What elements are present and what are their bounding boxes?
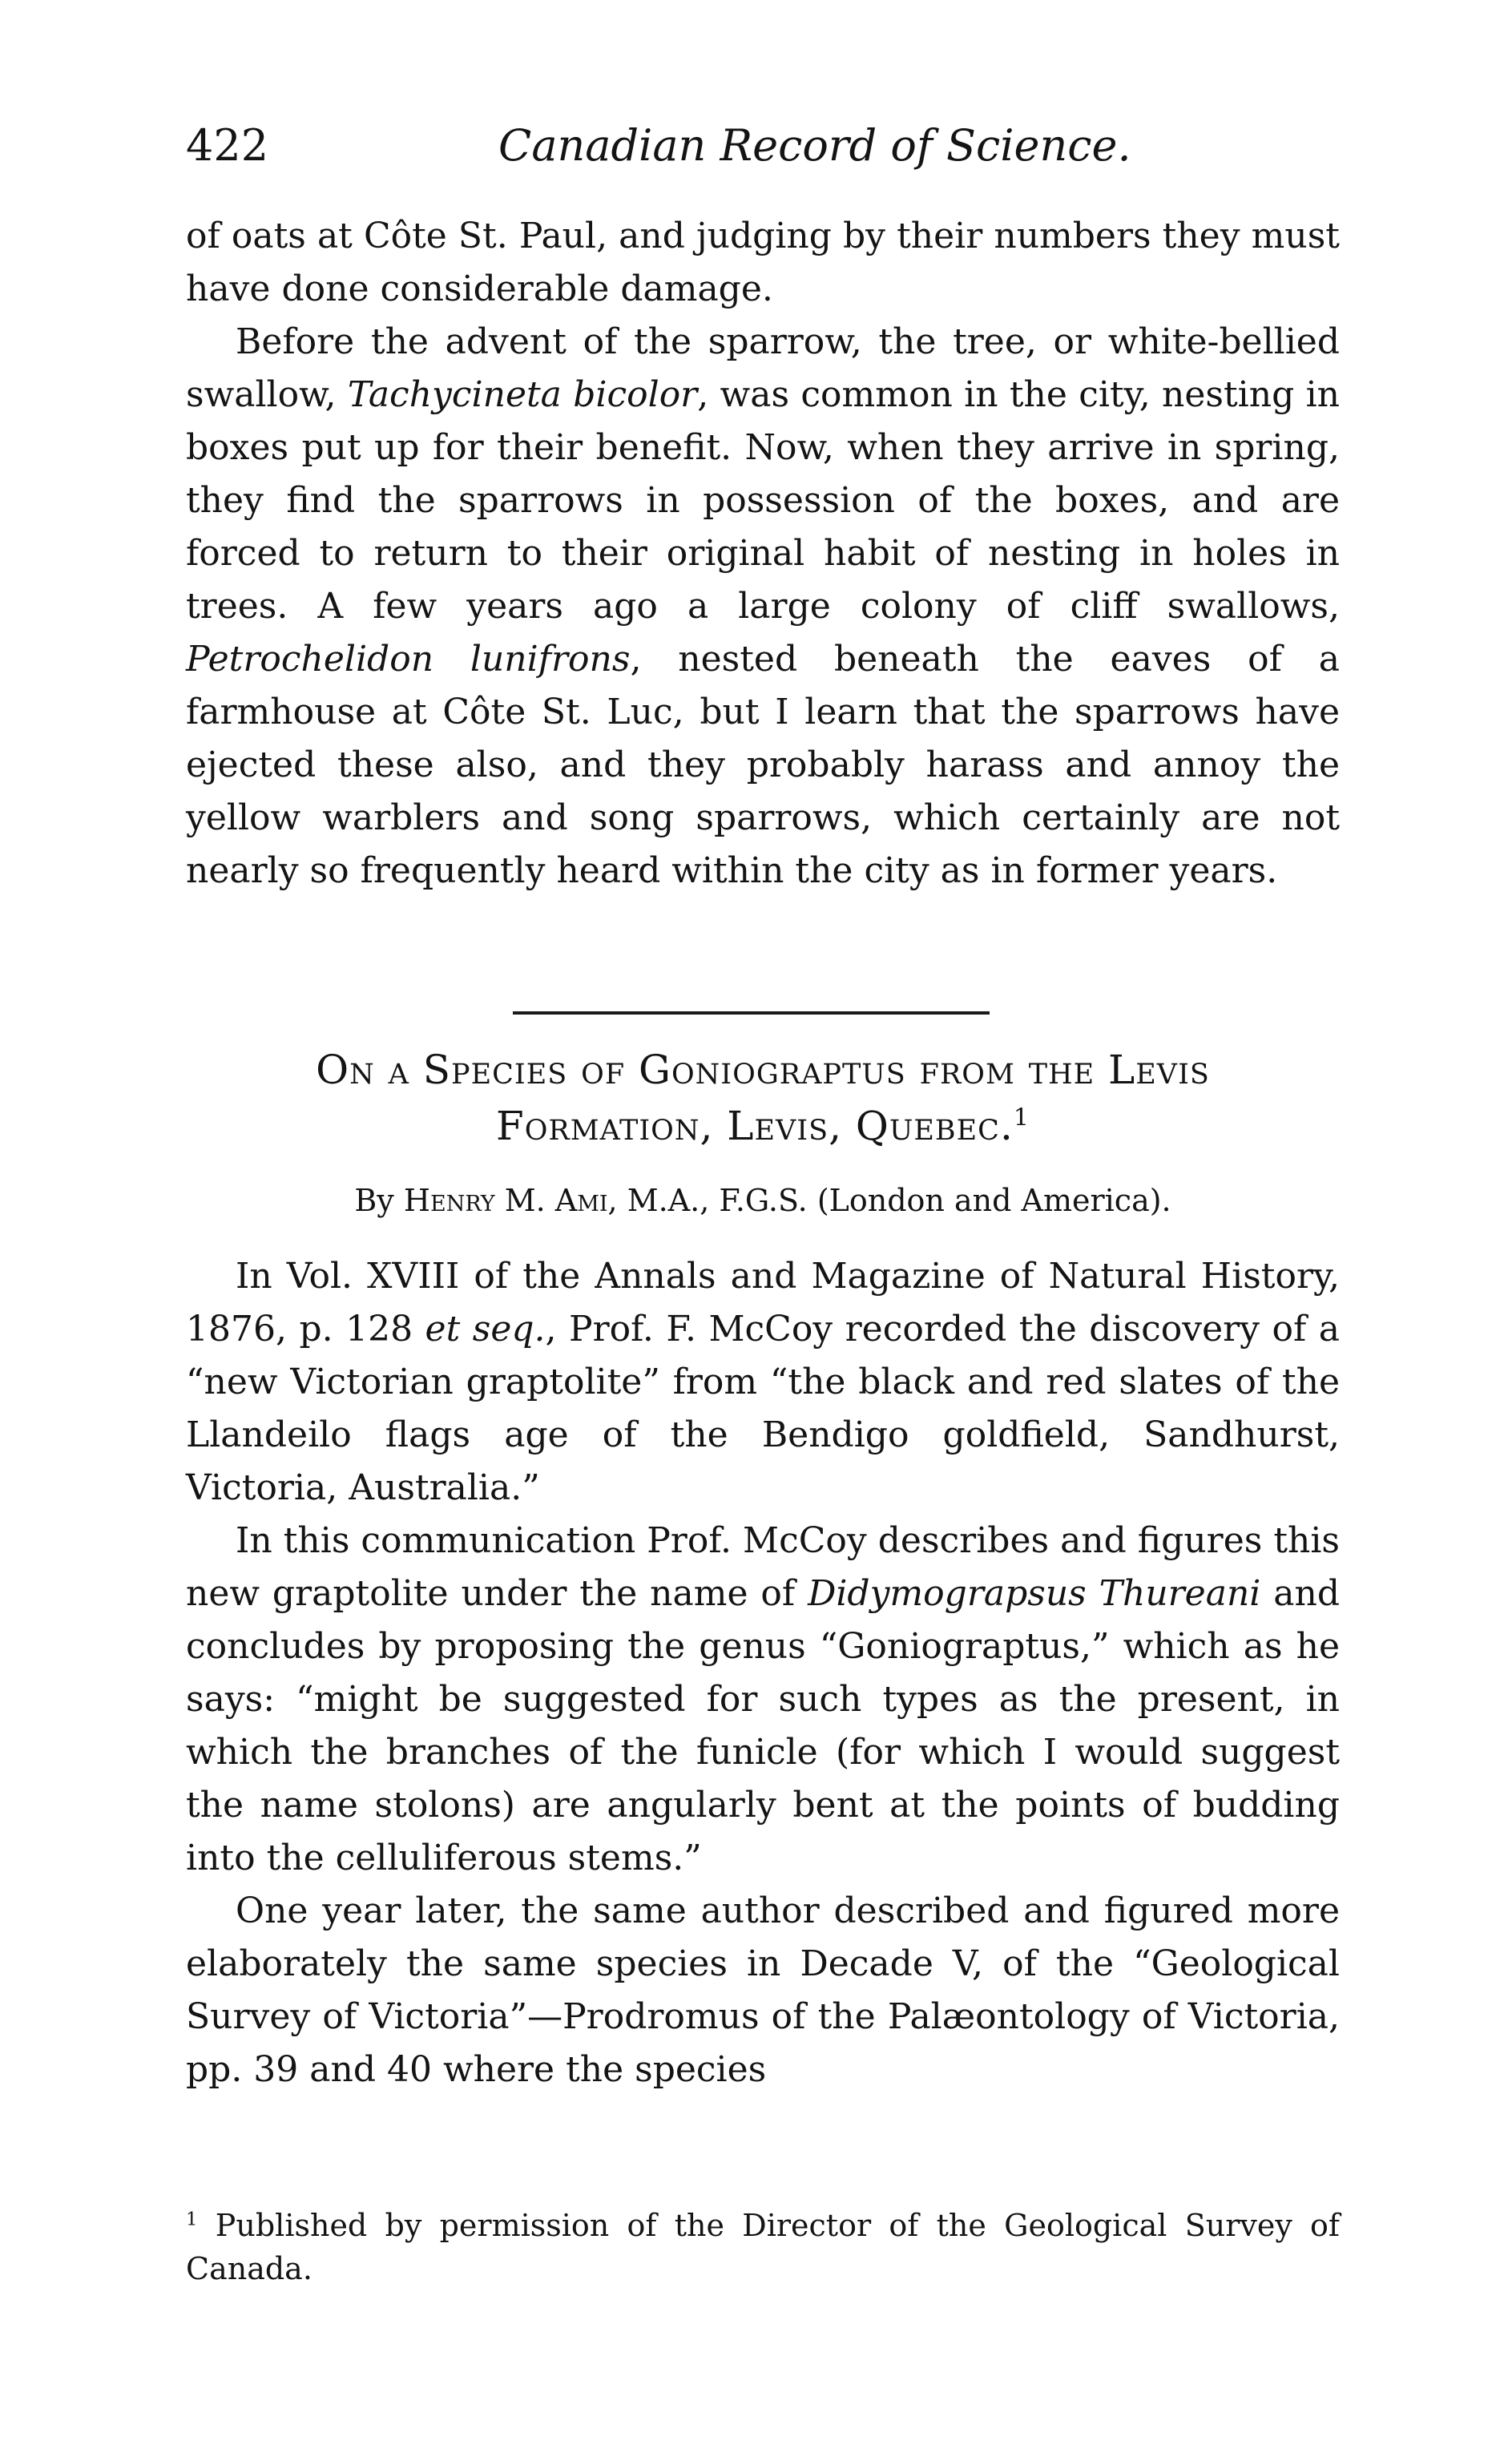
article-title (186, 1042, 1340, 1154)
paragraph-text: , was common in the city, nesting in boxes put up for their benefit. Now, when they arrive in spring, they find the sparrows in possession of the boxes, and are forced to return to their original habit of nesting in holes in trees. A few years ago a large colony of cliff swallows, (186, 374, 1340, 627)
paragraph (186, 1515, 1340, 1885)
species-name: Petrochelidon lunifrons (186, 639, 631, 680)
paragraph-text: Before the advent of the sparrow, the tree, or white-bellied swallow, (186, 321, 1340, 415)
byline (186, 1176, 1340, 1225)
author-credentials: , M.A., F.G.S. (London and America). (607, 1183, 1171, 1218)
running-title: Canadian Record of Science. (498, 120, 1131, 171)
footnote-mark: 1 (1013, 1104, 1030, 1132)
paragraph-text: One year later, the same author described and figured more elaborately the same species in Decade V, of the “Geological Survey of Victoria”—Prodromus of the Palæontology of Victoria, pp. 39 and 40 where the species (186, 1890, 1340, 2090)
section-continuation (186, 210, 1340, 898)
paragraph-text: , nested beneath the eaves of a farmhouse at Côte St. Luc, but I learn that the sparrows have ejected these also, and they probably harass and annoy the yellow warblers and song sparrows, which certainly are not nearly so frequently heard within the city as in former years. (186, 639, 1340, 891)
footnote (186, 2204, 1340, 2290)
paragraph (186, 1250, 1340, 1515)
paragraph-text: , Prof. F. McCoy recorded the discovery of a “new Victorian graptolite” from “the black and red slates of the Llandeilo flags age of the Bendigo goldfield, Sandhurst, Victoria, Australia.” (186, 1309, 1340, 1508)
paragraph (186, 316, 1340, 898)
article-title-line-1: On a Species of Goniograptus from the Levis (316, 1047, 1210, 1093)
author-name: Henry M. Ami (403, 1183, 608, 1218)
latin-phrase: et seq. (425, 1309, 546, 1350)
species-name: Tachycineta bicolor (347, 374, 698, 415)
article-body (186, 1250, 1340, 2096)
footnote-text: Published by permission of the Director of the Geological Survey of Canada. (186, 2208, 1340, 2286)
footnote-mark: 1 (186, 2209, 198, 2230)
species-name: Didymograpsus Thureani (808, 1573, 1261, 1614)
paragraph-text: and concludes by proposing the genus “Goniograptus,” which as he says: “might be suggested for such types as the present, in which the branches of the funicle (for which I would suggest the name stolons) are angularly bent at the points of budding into the celluliferous stems.” (186, 1573, 1340, 1878)
page-header (186, 112, 1340, 184)
page-number: 422 (186, 120, 269, 171)
paragraph-text: of oats at Côte St. Paul, and judging by their numbers they must have done considerable damage. (186, 216, 1340, 309)
paragraph-text: In this communication Prof. McCoy describes and figures this new graptolite under the name of (186, 1520, 1340, 1614)
paragraph (186, 210, 1340, 316)
paragraph-text: In Vol. XVIII of the Annals and Magazine of Natural History, 1876, p. 128 (186, 1256, 1340, 1350)
section-divider (513, 1011, 990, 1015)
byline-prefix: By (354, 1183, 404, 1218)
paragraph (186, 1885, 1340, 2096)
article-title-line-2: Formation, Levis, Quebec. (496, 1103, 1014, 1149)
